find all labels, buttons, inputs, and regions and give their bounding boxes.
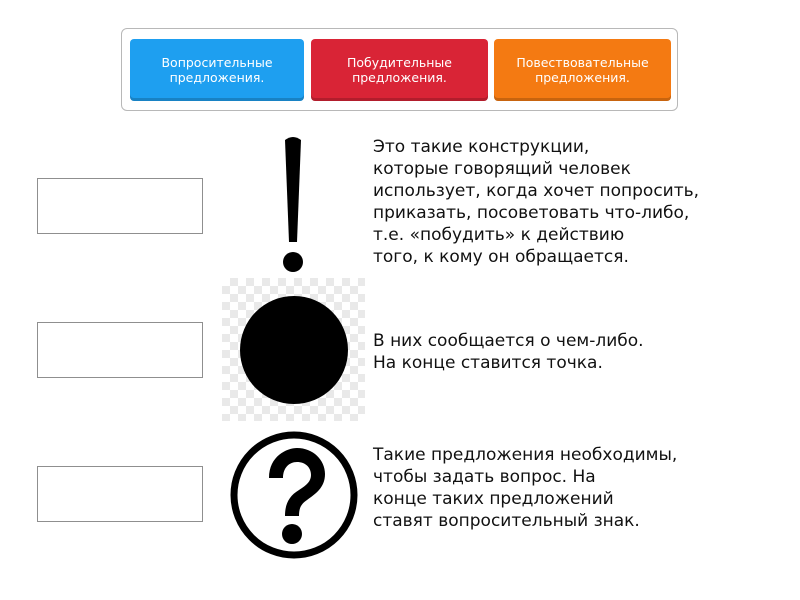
description-2: В них сообщается о чем-либо. На конце ставится точка. (373, 331, 644, 373)
period-dot-image (222, 278, 365, 421)
tile-declarative[interactable] (494, 39, 671, 101)
tile-interrogative-label: Вопросительные предложения. (161, 55, 273, 85)
period-dot-icon (222, 278, 365, 421)
tile-declarative-label: Повествовательные предложения. (516, 55, 649, 85)
tile-interrogative[interactable] (130, 39, 304, 101)
description-3: Такие предложения необходимы, чтобы задать вопрос. На конце таких предложений ставят вопросительный знак. (373, 445, 678, 531)
answer-box-1[interactable] (37, 178, 203, 234)
exclamation-mark-icon (261, 134, 325, 274)
answer-box-3[interactable] (37, 466, 203, 522)
description-1: Это такие конструкции, которые говорящий человек использует, когда хочет попросить, приказать, посоветовать что-либо, т.е. «побудить» к действию того, к кому он обращается. (373, 137, 700, 267)
tiles-bar (121, 28, 678, 111)
tile-imperative-label: Побудительные предложения. (347, 55, 452, 85)
answer-box-2[interactable] (37, 322, 203, 378)
question-mark-icon (229, 430, 359, 560)
tile-imperative[interactable] (311, 39, 488, 101)
